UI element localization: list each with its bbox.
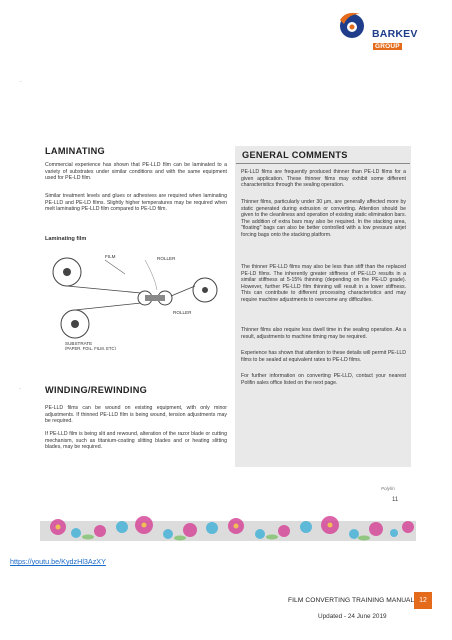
film-roll-icon: [53, 258, 81, 286]
label-roller-top: ROLLER: [157, 256, 176, 261]
general-comments-panel: [235, 146, 411, 467]
company-logo: [336, 8, 446, 50]
logo-wordmark: [372, 28, 446, 52]
footer-page-number: 12: [414, 592, 432, 609]
stray-mark: .: [20, 78, 22, 84]
footer-updated-date: Updated - 24 June 2019: [318, 613, 387, 620]
floral-border-decoration: [40, 503, 416, 541]
winding-heading: WINDING/REWINDING: [45, 385, 148, 395]
scan-page-number: 11: [392, 497, 399, 503]
general-comments-paragraph-6: For further information on converting PE-LLD, contact your nearest Polifin sales office listed on the next page.: [241, 373, 406, 386]
laminating-figure-title: Laminating film: [45, 236, 87, 242]
label-film: FILM: [105, 254, 116, 259]
general-comments-paragraph-1: PE-LLD films are frequently produced thinner than PE-LD films for a given application. These thinner films may exhibit some different characteristics through the sealing operation.: [241, 169, 406, 189]
general-comments-paragraph-4: Thinner films also require less dwell time in the sealing operation. As a result, adjustments to machine timing may be required.: [241, 327, 406, 340]
general-comments-paragraph-2: Thinner films, particularly under 30 µm, are generally affected more by static generated during extrusion or converting. Attention should be given to the cleanliness and operation of existing static elimination bars. The addition of extra bars may also be required. In the stacking area, "floating" bags can also be better controlled with a low pressure airjet forcing bags onto the stacking platform.: [241, 199, 406, 238]
stray-dash: -: [19, 386, 21, 392]
label-substrate: SUBSTRATE: [65, 341, 93, 346]
general-comments-paragraph-3: The thinner PE-LLD films may also be less than stiff than the replaced PE-LD films. The inherently greater stiffness of PE-LLD results in a similar stiffness at 5-15% thinning (depending on the PE-LD grade). However, further PE-LLD film thinning will result in a lower stiffness. This can contribute to different processing characteristics and may require machine adjustments to overcome any difficulties.: [241, 264, 406, 303]
logo-mark-icon: [336, 10, 366, 40]
logo-brand: BARKEV: [372, 28, 418, 40]
label-roller-bottom: ROLLER: [173, 310, 192, 315]
nip-roller-icon: [138, 291, 172, 305]
winding-paragraph-2: If PE-LLD film is being slit and rewound, alteration of the razor blade or cutting mechanism, such as titanium-coating slitting blades and or heating slitting blades, may be required.: [45, 431, 227, 451]
laminating-paragraph-2: Similar treatment levels and glues or adhesives are required when laminating PE-LLD and PE-LD films. Slightly higher temperatures may be required when melt laminating PE-LLD film compared to PE-LD film.: [45, 193, 227, 213]
scan-mark: Polyfin: [381, 486, 395, 491]
general-comments-paragraph-5: Experience has shown that attention to these details will permit PE-LLD films to be sealed at equivalent rates to PE-LD films.: [241, 350, 406, 363]
rewind-roll-icon: [193, 278, 217, 302]
laminating-heading: LAMINATING: [45, 146, 105, 156]
video-link[interactable]: https://youtu.be/KydzHl3AzXY: [10, 557, 106, 566]
footer-manual-title: FILM CONVERTING TRAINING MANUAL: [288, 597, 415, 604]
laminating-paragraph-1: Commercial experience has shown that PE-LLD film can be laminated to a variety of substrates under similar conditions and with the same equipment used for PE-LD film.: [45, 162, 227, 182]
substrate-roll-icon: [61, 310, 89, 338]
general-comments-divider: [236, 163, 410, 164]
label-substrate-types: (PAPER, FOIL, FILM, ETC): [65, 346, 116, 350]
logo-group-badge: GROUP: [375, 43, 400, 50]
laminating-diagram: [45, 250, 225, 350]
general-comments-heading: GENERAL COMMENTS: [242, 150, 348, 160]
winding-paragraph-1: PE-LLD films can be wound on existing equipment, with only minor adjustments. If thinned PE-LLD film is being wound, tension adjustments may be required.: [45, 405, 227, 425]
